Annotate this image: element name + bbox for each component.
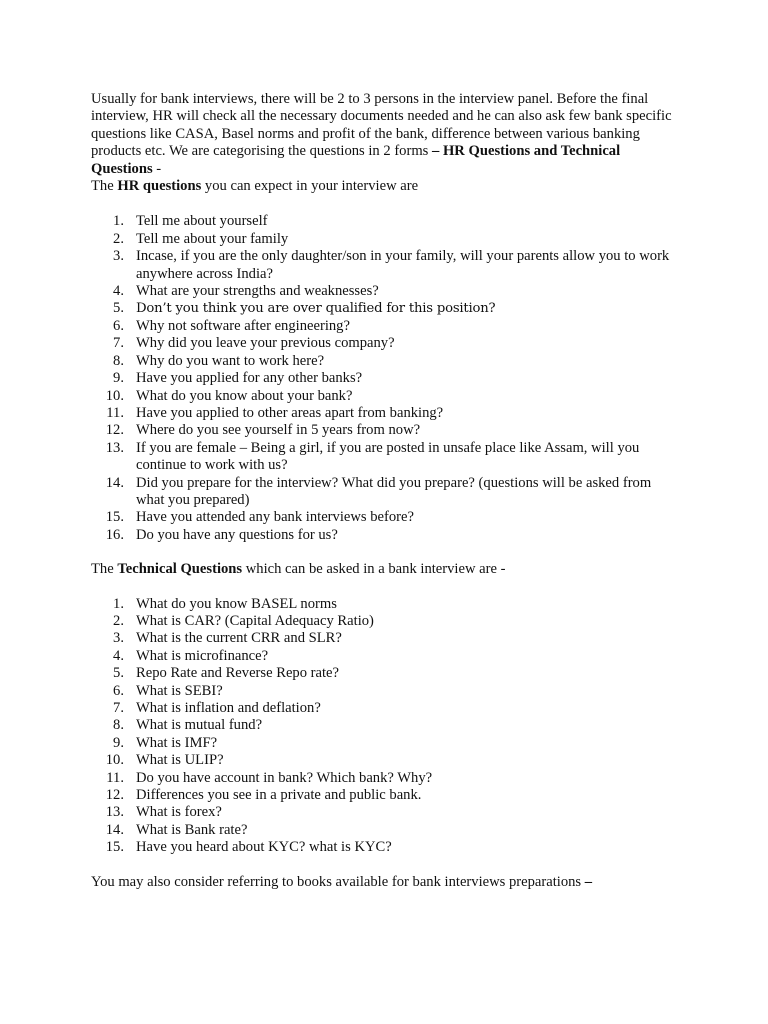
tech-questions-list [91,596,681,857]
list-item: 10 . What is ULIP? [91,752,681,769]
tech-question-text: What is forex? [136,804,222,821]
list-item: 8 . What is mutual fund? [91,717,681,734]
tech-intro-suffix: which can be asked in a bank interview are - [242,561,506,578]
list-item: 4 . What is microfinance? [91,648,681,665]
tech-question-text: What is CAR? (Capital Adequacy Ratio) [136,612,374,629]
tech-question-text: What is inflation and deflation? [136,700,321,716]
hr-question-text: Do you have any questions for us? [136,526,338,543]
list-item: 15 . Have you attended any bank interviews before? [91,509,681,526]
list-item: 9 . Have you applied for any other banks? [91,370,681,387]
hr-question-text: What are your strengths and weaknesses? [136,283,379,300]
tech-question-text: Differences you see in a private and public bank. [136,787,422,804]
hr-question-text: Why do you want to work here? [136,352,325,369]
hr-question-text: Tell me about yourself [136,213,268,230]
hr-question-text: Have you applied to other areas apart from banking? [136,404,444,421]
hr-question-text: Where do you see yourself in 5 years from now? [136,422,421,439]
list-item: 5 . Don’t you think you are over qualified for this position? [91,300,681,317]
intro-text-end: - [152,160,162,177]
tech-question-text: Do you have account in bank? Which bank? Why? [136,769,433,786]
list-item: 14 . What is Bank rate? [91,822,681,839]
tech-question-text: What is SEBI? [136,682,223,699]
document-page [91,91,681,891]
list-item: 7 . Why did you leave your previous company? [91,335,681,352]
intro-text: Usually for bank interviews, there will be 2 to 3 persons in the interview panel. Before the final interview, HR will check all the necessary documents needed and he can also ask few bank specific questions like CASA, Basel norms and profit of the bank, difference between various banking products etc. We are categorising the questions in 2 forms [91,91,672,160]
list-item: 6 . Why not software after engineering? [91,318,681,335]
list-item: 1 . Tell me about yourself [91,213,681,230]
list-item: 12 . Where do you see yourself in 5 years from now? [91,422,681,439]
list-item: 1 . What do you know BASEL norms [91,596,681,613]
tech-question-text: What is the current CRR and SLR? [136,630,342,647]
outro-text: You may also consider referring to books available for bank interviews preparations [91,873,585,890]
tech-question-text: What is mutual fund? [136,717,263,734]
list-item: 12 . Differences you see in a private and public bank. [91,787,681,804]
list-item: 3 . Incase, if you are the only daughter/son in your family, will your parents allow you to work anywhere across India? [91,248,681,283]
hr-question-text: What do you know about your bank? [136,387,353,404]
hr-question-text: Incase, if you are the only daughter/son in your family, will your parents allow you to work anywhere across India? [136,248,670,282]
tech-intro-bold: Technical Questions [117,561,243,578]
hr-question-text: Did you prepare for the interview? What did you prepare? (questions will be asked from what you prepared) [136,474,652,508]
tech-question-text: What is IMF? [136,734,218,751]
tech-question-text: Have you heard about KYC? what is KYC? [136,839,392,856]
hr-intro [91,178,681,195]
list-item: 15 . Have you heard about KYC? what is KYC? [91,839,681,856]
tech-intro [91,561,681,578]
intro-paragraph [91,91,681,178]
list-item: 10 . What do you know about your bank? [91,388,681,405]
hr-question-text: Why not software after engineering? [136,317,350,334]
list-item: 13 . What is forex? [91,804,681,821]
list-item: 2 . What is CAR? (Capital Adequacy Ratio) [91,613,681,630]
hr-intro-bold: HR questions [117,178,202,195]
outro-paragraph [91,874,681,891]
list-item: 13 . If you are female – Being a girl, if you are posted in unsafe place like Assam, will you continue to work with us? [91,440,681,475]
hr-question-text: Have you applied for any other banks? [136,370,363,387]
list-item: 5 . Repo Rate and Reverse Repo rate? [91,665,681,682]
tech-question-text: What is ULIP? [136,752,224,769]
list-item: 9 . What is IMF? [91,735,681,752]
list-item: 16 . Do you have any questions for us? [91,527,681,544]
hr-question-text: Have you attended any bank interviews before? [136,509,414,526]
tech-question-text: What is Bank rate? [136,821,248,838]
tech-question-text: What is microfinance? [136,647,269,664]
list-item: 11 . Have you applied to other areas apart from banking? [91,405,681,422]
tech-intro-prefix: The [91,561,118,578]
intro-bold-categories: – HR Questions and Technical Questions [91,143,621,177]
hr-question-text: Tell me about your family [136,230,289,247]
outro-dash: – [584,873,593,890]
list-item: 11 . Do you have account in bank? Which bank? Why? [91,770,681,787]
list-item: 4 . What are your strengths and weaknesses? [91,283,681,300]
hr-intro-prefix: The [91,178,118,195]
tech-question-text: What do you know BASEL norms [136,595,337,612]
hr-intro-suffix: you can expect in your interview are [201,178,419,195]
list-item: 2 . Tell me about your family [91,231,681,248]
list-item: 6 . What is SEBI? [91,683,681,700]
hr-question-text: Don’t you think you are over qualified for this position? [136,301,496,317]
tech-question-text: Repo Rate and Reverse Repo rate? [136,665,340,682]
hr-questions-list [91,213,681,544]
list-item: 8 . Why do you want to work here? [91,353,681,370]
list-item: 7 . What is inflation and deflation? [91,700,681,717]
list-item: 3 . What is the current CRR and SLR? [91,630,681,647]
hr-question-text: Why did you leave your previous company? [136,335,395,352]
hr-question-text: If you are female – Being a girl, if you are posted in unsafe place like Assam, will you continue to work with us? [136,439,640,474]
list-item: 14 . Did you prepare for the interview? What did you prepare? (questions will be asked from what you prepared) [91,475,681,510]
